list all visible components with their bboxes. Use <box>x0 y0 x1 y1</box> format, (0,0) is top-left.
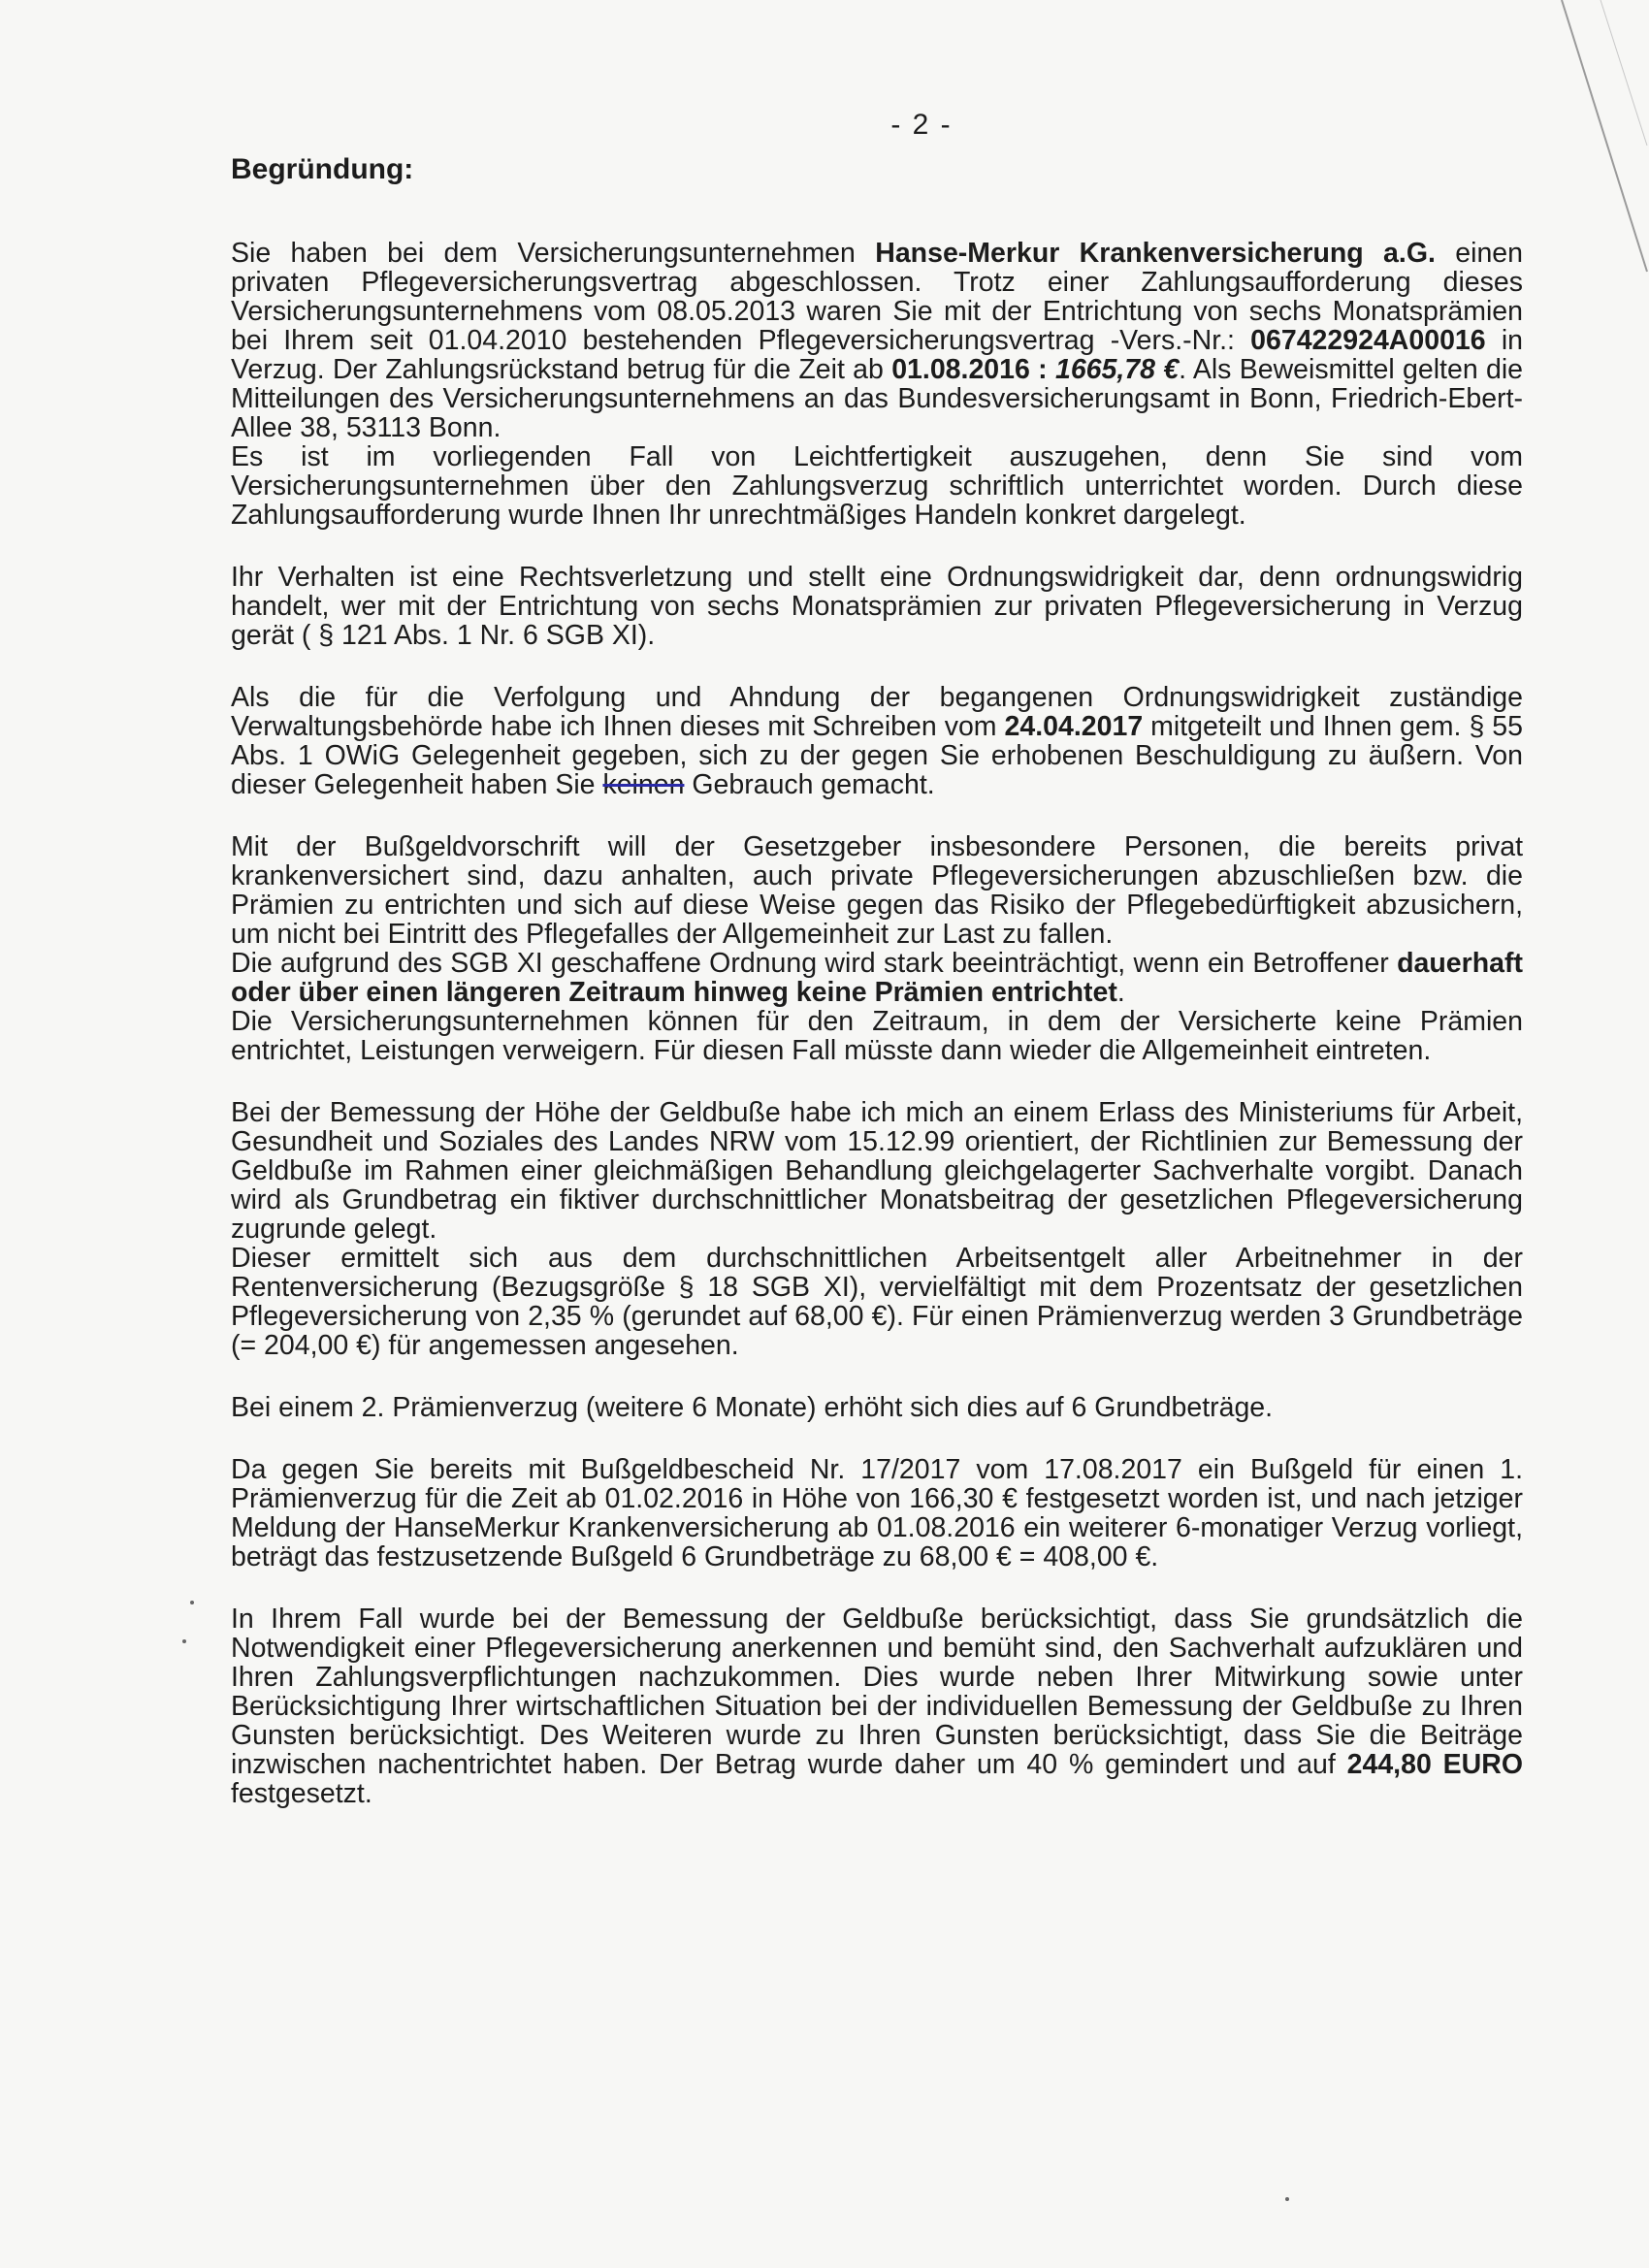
paragraph-assessment: Bei der Bemessung der Höhe der Geldbuße habe ich mich an einem Erlass des Ministeriums für Arbeit, Gesundheit und Soziales des Landes NRW vom 15.12.99 orientiert, der Richtlinien zur Bemessung der Geldbuße im Rahmen einer gleichmäßigen Behandlung gleichgelagerter Sachverhalte vorgibt. Danach wird als Grundbetrag ein fiktiver durchschnittlicher Monatsbeitrag der gesetzlichen Pflegeversicherung zugrunde gelegt. <box>231 1097 1523 1245</box>
page-number: - 2 - <box>890 109 953 141</box>
arrears-date: 01.08.2016 : <box>891 354 1048 385</box>
p6-text-1: Die aufgrund des SGB XI geschaffene Ordnung wird stark beeinträchtigt, wenn ein Betroffener <box>231 948 1398 979</box>
p1-text-2: einen privaten Pflegeversicherungsvertrag abgeschlossen. Trotz einer Zahlungsaufforderung dieses Versicherungsunternehmens vom 08.05.2013 waren Sie mit der Entrichtung von sechs Monatsprämien bei Ihrem seit 01.04.2010 bestehenden Pflegeversicherungsvertrag -Vers.-Nr.: <box>231 238 1524 356</box>
final-amount: 244,80 EURO <box>1346 1749 1523 1780</box>
p12-text-1: In Ihrem Fall wurde bei der Bemessung der Geldbuße berücksichtigt, dass Sie grundsätzlich die Notwendigkeit einer Pflegeversicherung anerkennen und bemüht sind, den Sachverhalt aufzuklären und Ihren Zahlungsverpflichtungen nachzukommen. Dies wurde neben Ihrer Mitwirkung sowie unter Berücksichtigung Ihrer wirtschaftlichen Situation bei der individuellen Bemessung der Geldbuße zu Ihren Gunsten berücksichtigt. Des Weiteren wurde zu Ihren Gunsten berücksichtigt, dass Sie die Beiträge inzwischen nachentrichtet haben. Der Betrag wurde daher um 40 % gemindert und auf <box>231 1604 1523 1780</box>
paragraph-calculation: Dieser ermittelt sich aus dem durchschnittlichen Arbeitsentgelt aller Arbeitnehmer in der Rentenversicherung (Bezugsgröße § 18 SGB XI), vervielfältigt mit dem Prozentsatz der gesetzlichen Pflegeversicherung von 2,35 % (gerundet auf 68,00 €). Für einen Prämienverzug werden 3 Grundbeträge (= 204,00 €) für angemessen angesehen. <box>231 1243 1523 1361</box>
paragraph-facts <box>231 239 1523 442</box>
contract-number: 067422924A00016 <box>1250 325 1486 356</box>
scan-speck <box>182 1639 186 1643</box>
paragraph-purpose: Mit der Bußgeldvorschrift will der Gesetzgeber insbesondere Personen, die bereits privat krankenversichert sind, dazu anhalten, auch private Pflegeversicherungen abzuschließen bzw. die Prämien zu entrichten und sich auf diese Weise gegen das Risiko der Pflegebedürftigkeit abzusichern, um nicht bei Eintritt des Pflegefalles der Allgemeinheit zur Last zu fallen. <box>231 831 1523 950</box>
paragraph-previous-fine: Da gegen Sie bereits mit Bußgeldbescheid Nr. 17/2017 vom 17.08.2017 ein Bußgeld für einen 1. Prämienverzug für die Zeit ab 01.02.2016 in Höhe von 166,30 € festgesetzt worden ist, und nach jetziger Meldung der HanseMerkur Krankenversicherung ab 01.08.2016 ein weiterer 6-monatiger Verzug vorliegt, beträgt das festzusetzende Bußgeld 6 Grundbeträge zu 68,00 € = 408,00 €. <box>231 1454 1523 1572</box>
paragraph-second-default: Bei einem 2. Prämienverzug (weitere 6 Monate) erhöht sich dies auf 6 Grundbeträge. <box>231 1392 1274 1423</box>
paragraph-reduction <box>231 1604 1523 1808</box>
document-body <box>231 153 1523 1808</box>
p4-text-3: Gebrauch gemacht. <box>684 769 935 800</box>
section-heading: Begründung: <box>231 153 414 185</box>
p1-text-3: in Verzug. Der Zahlungsrückstand betrug für die Zeit ab <box>231 325 1524 385</box>
insurer-name: Hanse-Merkur Krankenversicherung a.G. <box>875 238 1436 269</box>
letter-date: 24.04.2017 <box>1004 711 1144 742</box>
p6-bold: dauerhaft oder über einen längeren Zeitraum hinweg keine Prämien entrichtet <box>231 948 1523 1008</box>
struck-word: keinen <box>602 769 685 800</box>
p6-text-2: . <box>1116 977 1125 1008</box>
p4-text-2: mitgeteilt und Ihnen gem. § 55 Abs. 1 OWiG Gelegenheit gegeben, sich zu der gegen Sie erhobenen Beschuldigung zu äußern. Von dieser Gelegenheit haben Sie <box>231 711 1523 800</box>
p4-text-1: Als die für die Verfolgung und Ahndung der begangenen Ordnungswidrigkeit zuständige Verwaltungsbehörde habe ich Ihnen dieses mit Schreiben vom <box>231 682 1523 742</box>
paragraph-hearing <box>231 683 1523 799</box>
paragraph-refusal: Die Versicherungsunternehmen können für den Zeitraum, in dem der Versicherte keine Prämien entrichtet, Leistungen verweigern. Für diesen Fall müsste dann wieder die Allgemeinheit eintreten. <box>231 1006 1523 1066</box>
scan-speck <box>1285 2197 1289 2201</box>
p12-text-2: festgesetzt. <box>231 1778 372 1809</box>
p1-text-4: . Als Beweismittel gelten die Mitteilungen des Versicherungsunternehmens an das Bundesversicherungsamt in Bonn, Friedrich-Ebert-Allee 38, 53113 Bonn. <box>231 354 1524 443</box>
paragraph-impairment <box>231 949 1523 1007</box>
scan-speck <box>190 1601 194 1604</box>
paragraph-negligence: Es ist im vorliegenden Fall von Leichtfertigkeit auszugehen, denn Sie sind vom Versicherungsunternehmen über den Zahlungsverzug schriftlich unterrichtet worden. Durch diese Zahlungsaufforderung wurde Ihnen Ihr unrechtmäßiges Handeln konkret dargelegt. <box>231 441 1523 531</box>
paragraph-violation: Ihr Verhalten ist eine Rechtsverletzung und stellt eine Ordnungswidrigkeit dar, denn ordnungswidrig handelt, wer mit der Entrichtung von sechs Monatsprämien zur privaten Pflegeversicherung in Verzug gerät ( § 121 Abs. 1 Nr. 6 SGB XI). <box>231 562 1523 651</box>
arrears-amount: 1665,78 € <box>1054 354 1180 385</box>
p1-text-1: Sie haben bei dem Versicherungsunternehmen <box>231 238 876 269</box>
